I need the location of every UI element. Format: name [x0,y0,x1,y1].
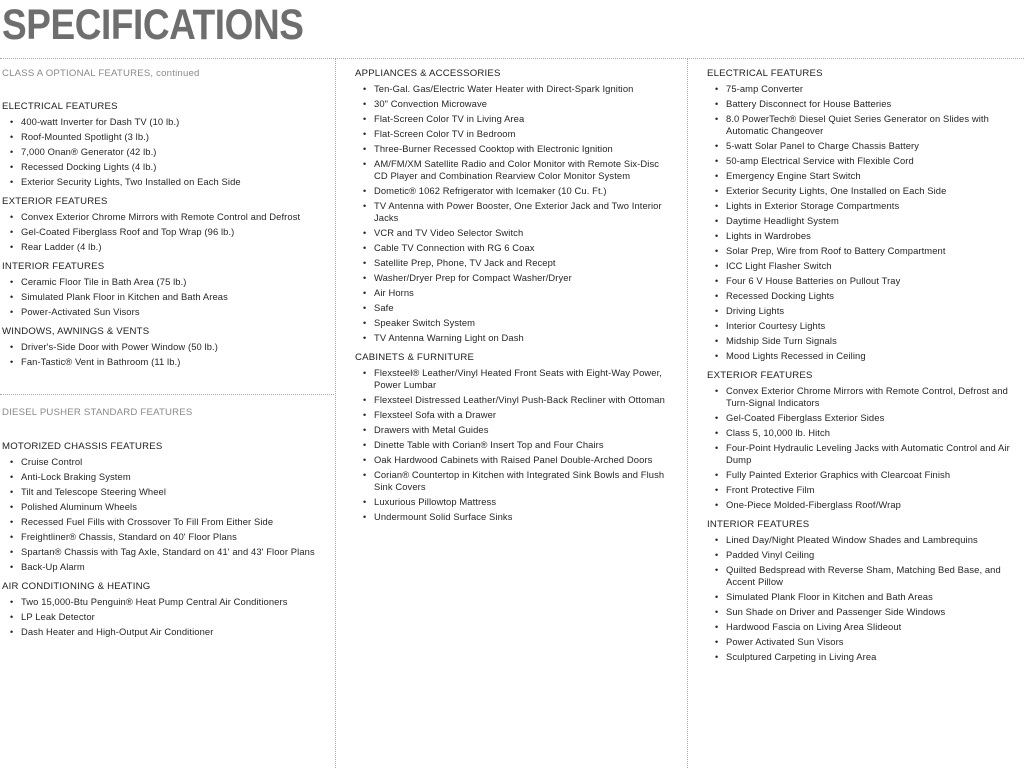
page-title: SPECIFICATIONS [2,1,304,49]
list-item: • Air Horns [355,287,675,299]
top-divider [0,58,1024,59]
list-item: • Luxurious Pillowtop Mattress [355,496,675,508]
group-heading: DIESEL PUSHER STANDARD FEATURES [2,407,193,418]
section-electrical-features [2,101,332,188]
list-item: • Dinette Table with Corian® Insert Top and Four Chairs [355,439,675,451]
list-item: • Three-Burner Recessed Cooktop with Electronic Ignition [355,143,675,155]
list-item: • Simulated Plank Floor in Kitchen and Bath Areas [707,591,1022,603]
feature-list [2,596,332,638]
list-item: • Battery Disconnect for House Batteries [707,98,1022,110]
list-item: • Cable TV Connection with RG 6 Coax [355,242,675,254]
list-item: • Fan-Tastic® Vent in Bathroom (11 lb.) [2,356,332,368]
list-item: • 50-amp Electrical Service with Flexible Cord [707,155,1022,167]
list-item: • Simulated Plank Floor in Kitchen and Bath Areas [2,291,332,303]
list-item: • Anti-Lock Braking System [2,471,332,483]
section-air-conditioning-heating [2,581,332,638]
feature-list [707,83,1022,362]
list-item: • Recessed Fuel Fills with Crossover To Fill From Either Side [2,516,332,528]
list-item: • Spartan® Chassis with Tag Axle, Standard on 41' and 43' Floor Plans [2,546,332,558]
list-item: • Interior Courtesy Lights [707,320,1022,332]
list-item: • Lights in Wardrobes [707,230,1022,242]
section-interior-features [707,519,1022,663]
list-item: • Padded Vinyl Ceiling [707,549,1022,561]
list-item: • Quilted Bedspread with Reverse Sham, Matching Bed Base, and Accent Pillow [707,564,1022,588]
list-item: • Fully Painted Exterior Graphics with Clearcoat Finish [707,469,1022,481]
list-item: • Front Protective Film [707,484,1022,496]
list-item: • Power Activated Sun Visors [707,636,1022,648]
list-item: • Rear Ladder (4 lb.) [2,241,332,253]
list-item: • Four-Point Hydraulic Leveling Jacks with Automatic Control and Air Dump [707,442,1022,466]
section-heading: ELECTRICAL FEATURES [707,68,823,79]
list-item: • Polished Aluminum Wheels [2,501,332,513]
section-heading: EXTERIOR FEATURES [2,196,108,207]
list-item: • Flat-Screen Color TV in Living Area [355,113,675,125]
feature-list [2,276,332,318]
list-item: • Recessed Docking Lights [707,290,1022,302]
list-item: • 75-amp Converter [707,83,1022,95]
list-item: • Ten-Gal. Gas/Electric Water Heater with Direct-Spark Ignition [355,83,675,95]
list-item: • Ceramic Floor Tile in Bath Area (75 lb.) [2,276,332,288]
list-item: • Convex Exterior Chrome Mirrors with Remote Control and Defrost [2,211,332,223]
list-item: • Flexsteel® Leather/Vinyl Heated Front Seats with Eight-Way Power, Power Lumbar [355,367,675,391]
list-item: • Roof-Mounted Spotlight (3 lb.) [2,131,332,143]
list-item: • Freightliner® Chassis, Standard on 40' Floor Plans [2,531,332,543]
list-item: • Tilt and Telescope Steering Wheel [2,486,332,498]
section-appliances-accessories [355,68,675,344]
list-item: • Hardwood Fascia on Living Area Slideout [707,621,1022,633]
feature-list [707,534,1022,663]
list-item: • Washer/Dryer Prep for Compact Washer/Dryer [355,272,675,284]
list-item: • LP Leak Detector [2,611,332,623]
list-item: • Exterior Security Lights, One Installed on Each Side [707,185,1022,197]
column-electrical-exterior-interior [707,68,1022,671]
list-item: • Lights in Exterior Storage Compartments [707,200,1022,212]
feature-list [2,211,332,253]
section-heading: AIR CONDITIONING & HEATING [2,581,151,592]
list-item: • Cruise Control [2,456,332,468]
section-heading: EXTERIOR FEATURES [707,370,813,381]
list-item: • Satellite Prep, Phone, TV Jack and Recept [355,257,675,269]
list-item: • Class 5, 10,000 lb. Hitch [707,427,1022,439]
list-item: • Undermount Solid Surface Sinks [355,511,675,523]
list-item: • Convex Exterior Chrome Mirrors with Remote Control, Defrost and Turn-Signal Indicators [707,385,1022,409]
list-item: • Oak Hardwood Cabinets with Raised Panel Double-Arched Doors [355,454,675,466]
list-item: • Power-Activated Sun Visors [2,306,332,318]
section-motorized-chassis-features [2,441,332,573]
list-item: • Lined Day/Night Pleated Window Shades and Lambrequins [707,534,1022,546]
list-item: • Emergency Engine Start Switch [707,170,1022,182]
list-item: • Mood Lights Recessed in Ceiling [707,350,1022,362]
section-heading: CABINETS & FURNITURE [355,352,475,363]
list-item: • Back-Up Alarm [2,561,332,573]
list-item: • Flexsteel Distressed Leather/Vinyl Push-Back Recliner with Ottoman [355,394,675,406]
list-item: • Safe [355,302,675,314]
list-item: • TV Antenna Warning Light on Dash [355,332,675,344]
section-windows-awnings-vents [2,326,332,368]
feature-list [2,341,332,368]
list-item: • Recessed Docking Lights (4 lb.) [2,161,332,173]
list-item: • Dash Heater and High-Output Air Conditioner [2,626,332,638]
list-item: • AM/FM/XM Satellite Radio and Color Monitor with Remote Six-Disc CD Player and Combination Rearview Color Monitor System [355,158,675,182]
column-divider-2 [687,58,688,768]
group-heading: CLASS A OPTIONAL FEATURES, continued [2,68,200,79]
list-item: • Speaker Switch System [355,317,675,329]
list-item: • Drawers with Metal Guides [355,424,675,436]
list-item: • One-Piece Molded-Fiberglass Roof/Wrap [707,499,1022,511]
section-heading: MOTORIZED CHASSIS FEATURES [2,441,163,452]
section-heading: INTERIOR FEATURES [707,519,810,530]
list-item: • Exterior Security Lights, Two Installed on Each Side [2,176,332,188]
list-item: • Sculptured Carpeting in Living Area [707,651,1022,663]
feature-list [2,456,332,573]
list-item: • Flat-Screen Color TV in Bedroom [355,128,675,140]
section-interior-features [2,261,332,318]
list-item: • VCR and TV Video Selector Switch [355,227,675,239]
list-item: • 400-watt Inverter for Dash TV (10 lb.) [2,116,332,128]
section-electrical-features [707,68,1022,362]
list-item: • 30" Convection Microwave [355,98,675,110]
list-item: • 5-watt Solar Panel to Charge Chassis Battery [707,140,1022,152]
list-item: • Two 15,000-Btu Penguin® Heat Pump Central Air Conditioners [2,596,332,608]
list-item: • 8.0 PowerTech® Diesel Quiet Series Generator on Slides with Automatic Changeover [707,113,1022,137]
section-heading: WINDOWS, AWNINGS & VENTS [2,326,150,337]
section-heading: APPLIANCES & ACCESSORIES [355,68,501,79]
list-item: • Daytime Headlight System [707,215,1022,227]
section-exterior-features [2,196,332,253]
section-heading: INTERIOR FEATURES [2,261,105,272]
feature-list [355,83,675,344]
list-item: • Gel-Coated Fiberglass Exterior Sides [707,412,1022,424]
column-optional-and-standard [2,68,332,646]
feature-list [355,367,675,523]
list-item: • Midship Side Turn Signals [707,335,1022,347]
list-item: • Gel-Coated Fiberglass Roof and Top Wrap (96 lb.) [2,226,332,238]
column-appliances-cabinets [355,68,675,531]
column-divider-1 [335,58,336,768]
feature-list [2,116,332,188]
section-heading: ELECTRICAL FEATURES [2,101,118,112]
feature-list [707,385,1022,511]
group-diesel-pusher-standard [2,407,332,638]
list-item: • 7,000 Onan® Generator (42 lb.) [2,146,332,158]
group-class-a-optional [2,68,332,368]
list-item: • ICC Light Flasher Switch [707,260,1022,272]
list-item: • Sun Shade on Driver and Passenger Side Windows [707,606,1022,618]
group-divider [0,394,334,395]
list-item: • Dometic® 1062 Refrigerator with Icemaker (10 Cu. Ft.) [355,185,675,197]
list-item: • Four 6 V House Batteries on Pullout Tray [707,275,1022,287]
list-item: • Driver's-Side Door with Power Window (50 lb.) [2,341,332,353]
list-item: • TV Antenna with Power Booster, One Exterior Jack and Two Interior Jacks [355,200,675,224]
list-item: • Flexsteel Sofa with a Drawer [355,409,675,421]
section-cabinets-furniture [355,352,675,523]
list-item: • Driving Lights [707,305,1022,317]
section-exterior-features [707,370,1022,511]
list-item: • Solar Prep, Wire from Roof to Battery Compartment [707,245,1022,257]
list-item: • Corian® Countertop in Kitchen with Integrated Sink Bowls and Flush Sink Covers [355,469,675,493]
